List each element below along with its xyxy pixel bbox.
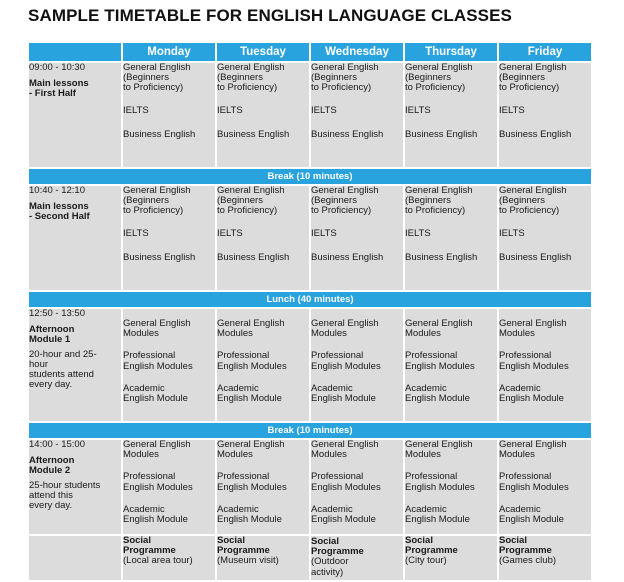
break-row-1 xyxy=(29,169,591,184)
header-row xyxy=(29,43,591,61)
block4-wednesday-item1: General English Modules xyxy=(311,439,379,461)
block3-friday xyxy=(499,309,591,421)
block3-monday-item1: General English Modules xyxy=(123,318,191,340)
block2-monday-item1: General English (Beginners to Proficiency) xyxy=(123,185,191,217)
block2-monday xyxy=(123,186,215,290)
timetable-row-block3 xyxy=(29,309,591,421)
social-monday xyxy=(123,536,215,580)
block2-tuesday xyxy=(217,186,309,290)
timetable-row-social xyxy=(29,536,591,580)
block2-time: 10:40 - 12:10 xyxy=(29,185,85,196)
break-row-2 xyxy=(29,423,591,438)
day-monday: Monday xyxy=(123,43,215,61)
block3-time: 12:50 - 13:50 xyxy=(29,308,85,319)
block1-monday xyxy=(123,63,215,167)
day-friday: Friday xyxy=(499,43,591,61)
block1-label-cell xyxy=(29,63,121,167)
block4-tuesday xyxy=(217,440,309,534)
block1-wednesday-item2: IELTS xyxy=(311,104,337,116)
block2-friday-item3: Business English xyxy=(499,251,572,263)
block1-wednesday xyxy=(311,63,403,167)
block1-thursday-item1: General English (Beginners to Proficiency) xyxy=(405,62,473,94)
block4-thursday-item2: Professional English Modules xyxy=(405,471,475,493)
block2-tuesday-item2: IELTS xyxy=(217,227,243,239)
lunch-row xyxy=(29,292,591,307)
block2-friday xyxy=(499,186,591,290)
block2-session: Main lessons - Second Half xyxy=(29,201,90,223)
social-thursday-label: Social Programme xyxy=(405,535,458,557)
block1-thursday-item2: IELTS xyxy=(405,104,431,116)
social-monday-detail: (Local area tour) xyxy=(123,555,193,567)
social-wednesday-label: Social Programme xyxy=(311,536,364,558)
social-tuesday-label: Social Programme xyxy=(217,535,270,557)
social-label-cell xyxy=(29,536,121,580)
block3-thursday-item2: Professional English Modules xyxy=(405,350,475,372)
block1-wednesday-item1: General English (Beginners to Proficiency) xyxy=(311,62,379,94)
block4-wednesday xyxy=(311,440,403,534)
block2-monday-item2: IELTS xyxy=(123,227,149,239)
block4-friday-item1: General English Modules xyxy=(499,439,567,461)
block2-friday-item2: IELTS xyxy=(499,227,525,239)
block3-tuesday-item1: General English Modules xyxy=(217,318,285,340)
block4-thursday xyxy=(405,440,497,534)
block1-friday-item3: Business English xyxy=(499,128,572,140)
block1-friday-item2: IELTS xyxy=(499,104,525,116)
block2-wednesday-item3: Business English xyxy=(311,251,384,263)
block1-monday-item1: General English (Beginners to Proficiency) xyxy=(123,62,191,94)
break-2: Break (10 minutes) xyxy=(29,423,591,438)
block3-wednesday-item1: General English Modules xyxy=(311,318,379,340)
social-wednesday xyxy=(311,536,403,580)
lunch-break: Lunch (40 minutes) xyxy=(29,292,591,307)
social-tuesday-detail: (Museum visit) xyxy=(217,555,279,567)
social-thursday xyxy=(405,536,497,580)
block2-thursday-item3: Business English xyxy=(405,251,478,263)
block2-thursday-item1: General English (Beginners to Proficiency) xyxy=(405,185,473,217)
block3-wednesday xyxy=(311,309,403,421)
block2-wednesday-item1: General English (Beginners to Proficiency) xyxy=(311,185,379,217)
social-friday xyxy=(499,536,591,580)
block3-monday-item3: Academic English Module xyxy=(123,382,188,405)
block1-monday-item2: IELTS xyxy=(123,104,149,116)
block4-wednesday-item2: Professional English Modules xyxy=(311,471,381,493)
timetable-row-block4 xyxy=(29,440,591,534)
block3-friday-item2: Professional English Modules xyxy=(499,350,569,372)
block2-friday-item1: General English (Beginners to Proficiency) xyxy=(499,185,567,217)
block2-thursday xyxy=(405,186,497,290)
block2-wednesday-item2: IELTS xyxy=(311,227,337,239)
block3-thursday xyxy=(405,309,497,421)
block4-friday-item2: Professional English Modules xyxy=(499,471,569,493)
social-friday-detail: (Games club) xyxy=(499,555,557,567)
block1-friday-item1: General English (Beginners to Proficiency) xyxy=(499,62,567,94)
day-thursday: Thursday xyxy=(405,43,497,61)
timetable-row-block2 xyxy=(29,186,591,290)
block1-tuesday-item2: IELTS xyxy=(217,104,243,116)
block4-monday xyxy=(123,440,215,534)
block1-thursday xyxy=(405,63,497,167)
block3-monday-item2: Professional English Modules xyxy=(123,350,193,372)
block4-time: 14:00 - 15:00 xyxy=(29,439,85,450)
block3-monday xyxy=(123,309,215,421)
block1-tuesday-item3: Business English xyxy=(217,128,290,140)
block3-friday-item1: General English Modules xyxy=(499,318,567,340)
block4-note: 25-hour students attend this every day. xyxy=(29,479,101,512)
block3-label-cell xyxy=(29,309,121,421)
block2-label-cell xyxy=(29,186,121,290)
block3-tuesday-item2: Professional English Modules xyxy=(217,350,287,372)
timetable-row-block1 xyxy=(29,63,591,167)
block4-label-cell xyxy=(29,440,121,534)
block1-session: Main lessons - First Half xyxy=(29,78,89,100)
block1-tuesday xyxy=(217,63,309,167)
social-tuesday xyxy=(217,536,309,580)
block4-thursday-item1: General English Modules xyxy=(405,439,473,461)
block4-tuesday-item2: Professional English Modules xyxy=(217,471,287,493)
block4-thursday-item3: Academic English Module xyxy=(405,503,470,526)
block3-tuesday xyxy=(217,309,309,421)
block2-tuesday-item1: General English (Beginners to Proficiency) xyxy=(217,185,285,217)
social-thursday-detail: (City tour) xyxy=(405,555,447,567)
social-friday-label: Social Programme xyxy=(499,535,552,557)
header-corner xyxy=(29,43,121,61)
block3-thursday-item3: Academic English Module xyxy=(405,382,470,405)
block4-tuesday-item1: General English Modules xyxy=(217,439,285,461)
block3-session: Afternoon Module 1 xyxy=(29,324,75,346)
block3-note: 20-hour and 25- hour students attend every day. xyxy=(29,348,97,391)
social-monday-label: Social Programme xyxy=(123,535,176,557)
block3-wednesday-item3: Academic English Module xyxy=(311,382,376,405)
day-tuesday: Tuesday xyxy=(217,43,309,61)
block1-time: 09:00 - 10:30 xyxy=(29,62,85,73)
block3-tuesday-item3: Academic English Module xyxy=(217,382,282,405)
block3-friday-item3: Academic English Module xyxy=(499,382,564,405)
block2-wednesday xyxy=(311,186,403,290)
page-title: SAMPLE TIMETABLE FOR ENGLISH LANGUAGE CLASSES xyxy=(28,6,512,25)
day-wednesday: Wednesday xyxy=(311,43,403,61)
block3-wednesday-item2: Professional English Modules xyxy=(311,350,381,372)
social-wednesday-detail: (Outdoor activity) xyxy=(311,556,349,578)
block2-monday-item3: Business English xyxy=(123,251,196,263)
block1-thursday-item3: Business English xyxy=(405,128,478,140)
block4-friday xyxy=(499,440,591,534)
block4-session: Afternoon Module 2 xyxy=(29,455,75,477)
block4-monday-item3: Academic English Module xyxy=(123,503,188,526)
block1-wednesday-item3: Business English xyxy=(311,128,384,140)
timetable xyxy=(27,41,593,582)
block2-thursday-item2: IELTS xyxy=(405,227,431,239)
block4-monday-item2: Professional English Modules xyxy=(123,471,193,493)
block4-friday-item3: Academic English Module xyxy=(499,503,564,526)
block3-thursday-item1: General English Modules xyxy=(405,318,473,340)
block2-tuesday-item3: Business English xyxy=(217,251,290,263)
break-1: Break (10 minutes) xyxy=(29,169,591,184)
block4-wednesday-item3: Academic English Module xyxy=(311,503,376,526)
block1-monday-item3: Business English xyxy=(123,128,196,140)
block1-friday xyxy=(499,63,591,167)
block1-tuesday-item1: General English (Beginners to Proficiency) xyxy=(217,62,285,94)
block4-monday-item1: General English Modules xyxy=(123,439,191,461)
block4-tuesday-item3: Academic English Module xyxy=(217,503,282,526)
